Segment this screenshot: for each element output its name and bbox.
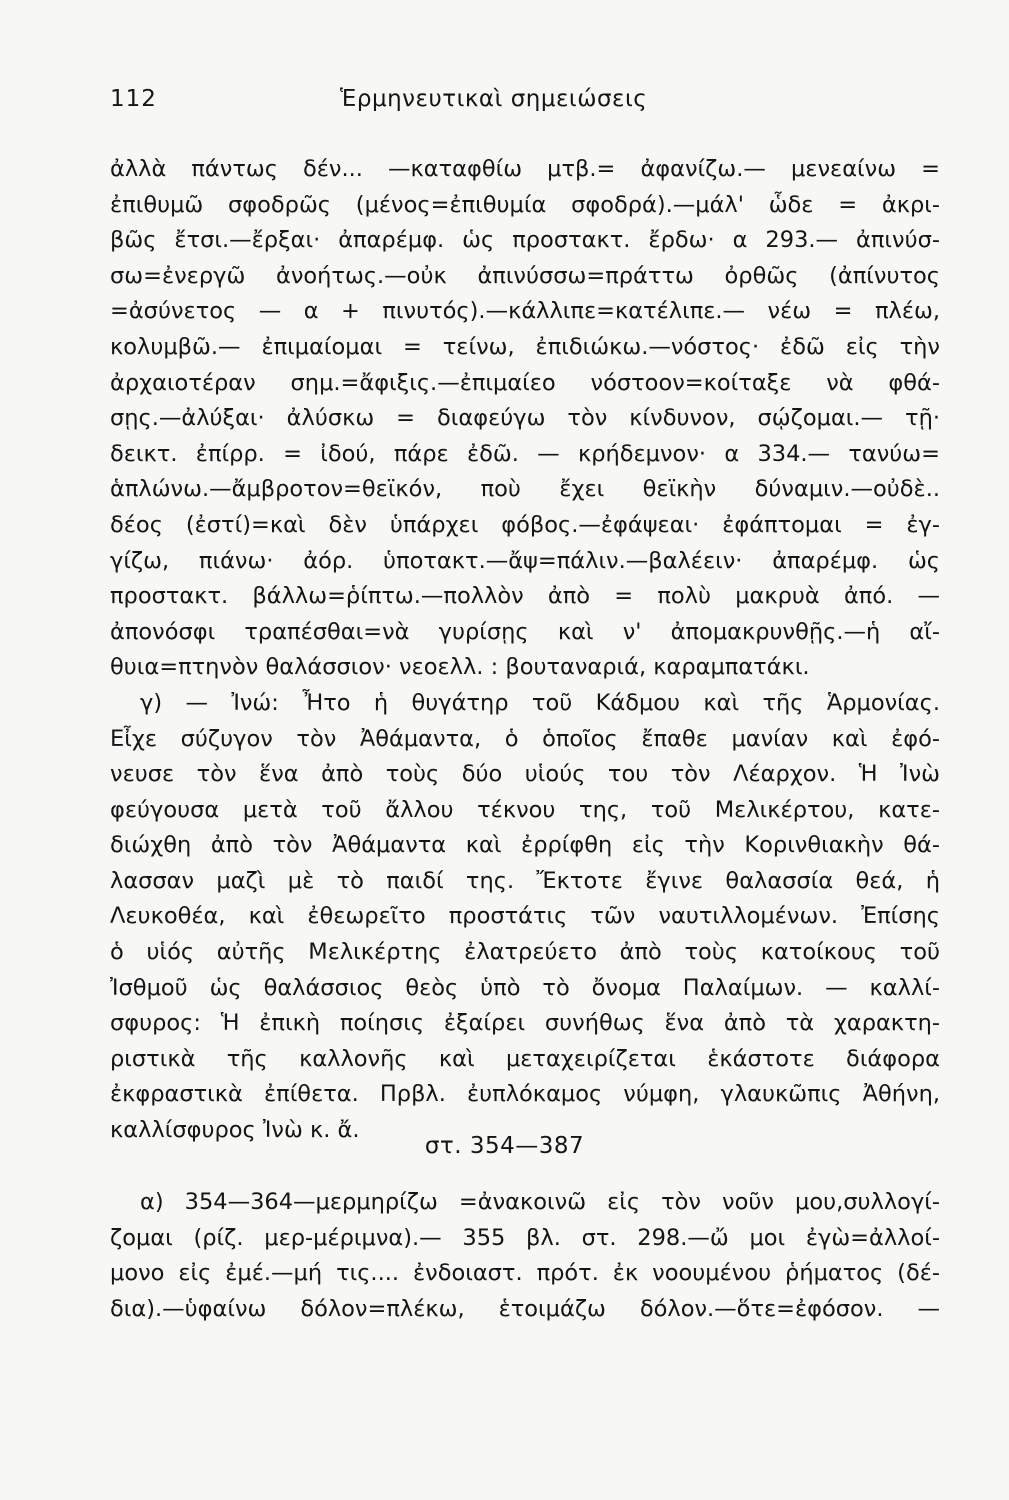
text-line: ἐπιθυμῶ σφοδρῶς (μένος=ἐπιθυμία σφοδρά).—μάλ' ὧδε = ἀκρι- <box>110 191 940 218</box>
text-line: σφυρος: Ἡ ἐπικὴ ποίησις ἐξαίρει συνήθως ἕνα ἀπὸ τὰ χαρακτη- <box>110 1010 940 1037</box>
text-line: βῶς ἔτσι.—ἔρξαι· ἀπαρέμφ. ὡς προστακτ. ἔρδω· α 293.— ἀπινύσ- <box>110 227 940 254</box>
section-heading: στ. 354—387 <box>424 1133 585 1159</box>
section-notes <box>110 1185 940 1327</box>
text-line: ἀπονόσφι τραπέσθαι=νὰ γυρίσῃς καὶ ν' ἀπομακρυνθῇς.—ἡ αἴ- <box>110 618 940 645</box>
text-line: προστακτ. βάλλω=ῥίπτω.—πολλὸν ἀπὸ = πολὺ μακρυὰ ἀπό. — <box>110 583 940 610</box>
text-line: ἁπλώνω.—ἄμβροτον=θεϊκόν, ποὺ ἔχει θεϊκὴν δύναμιν.—οὐδὲ.. <box>110 476 940 503</box>
page-number: 112 <box>110 86 157 112</box>
text-line: =ἀσύνετος — α + πινυτός).—κάλλιπε=κατέλιπε.— νέω = πλέω, <box>110 298 940 325</box>
text-line: θυια=πτηνὸν θαλάσσιον· νεοελλ. : βουταναριά, καραμπατάκι. <box>110 654 810 681</box>
text-line: σω=ἐνεργῶ ἀνοήτως.—οὐκ ἀπινύσσω=πράττω ὀρθῶς (ἀπίνυτος <box>110 262 940 289</box>
text-line: σῃς.—ἀλύξαι· ἀλύσκω = διαφεύγω τὸν κίνδυνον, σῴζομαι.— τῇ· <box>110 405 940 432</box>
text-line: φεύγουσα μετὰ τοῦ ἄλλου τέκνου της, τοῦ Μελικέρτου, κατε- <box>110 796 940 823</box>
text-line: Ἰσθμοῦ ὡς θαλάσσιος θεὸς ὑπὸ τὸ ὄνομα Παλαίμων. — καλλί- <box>110 974 940 1001</box>
text-line: Εἶχε σύζυγον τὸν Ἀθάμαντα, ὁ ὁποῖος ἔπαθε μανίαν καὶ ἐφό- <box>110 725 940 752</box>
running-title: Ἑρμηνευτικαὶ σημειώσεις <box>340 86 648 112</box>
text-line: νευσε τὸν ἕνα ἀπὸ τοὺς δύο υἱούς του τὸν Λέαρχον. Ἡ Ἰνὼ <box>110 761 940 788</box>
text-line: α) 354—364—μερμηρίζω =ἀνακοινῶ εἰς τὸν νοῦν μου,συλλογί- <box>140 1189 940 1215</box>
text-line: διώχθη ἀπὸ τὸν Ἀθάμαντα καὶ ἐρρίφθη εἰς τὴν Κορινθιακὴν θά- <box>110 832 940 859</box>
text-line: δέος (ἐστί)=καὶ δὲν ὑπάρχει φόβος.—ἐφάψεαι· ἐφάπτομαι = ἐγ- <box>110 511 940 538</box>
text-line: ὁ υἱός αὐτῆς Μελικέρτης ἐλατρεύετο ἀπὸ τοὺς κατοίκους τοῦ <box>110 939 940 966</box>
text-line: δια).—ὑφαίνω δόλον=πλέκω, ἑτοιμάζω δόλον.—ὅτε=ἐφόσον. — <box>110 1295 940 1322</box>
text-line: μονο εἰς ἐμέ.—μή τις.... ἐνδοιαστ. πρότ. ἐκ νοουμένου ῥήματος (δέ- <box>110 1260 940 1287</box>
text-line: ἀλλὰ πάντως δέν... —καταφθίω μτβ.= ἀφανίζω.— μενεαίνω = <box>110 156 940 182</box>
text-line: λασσαν μαζὶ μὲ τὸ παιδί της. Ἔκτοτε ἔγινε θαλασσία θεά, ἡ <box>110 867 940 894</box>
text-line: καλλίσφυρος Ἰνὼ κ. ἄ. <box>110 1117 360 1144</box>
text-line: ἀρχαιοτέραν σημ.=ἄφιξις.—ἐπιμαίεο νόστοον=κοίταξε νὰ φθά- <box>110 369 940 396</box>
text-line: Λευκοθέα, καὶ ἐθεωρεῖτο προστάτις τῶν ναυτιλλομένων. Ἐπίσης <box>110 903 940 930</box>
text-line: ριστικὰ τῆς καλλονῆς καὶ μεταχειρίζεται ἑκάστοτε διάφορα <box>110 1045 940 1072</box>
text-line: ζομαι (ρίζ. μερ-μέριμνα).— 355 βλ. στ. 298.—ὤ μοι ἐγὼ=ἀλλοί- <box>110 1224 940 1251</box>
text-line: κολυμβῶ.— ἐπιμαίομαι = τείνω, ἐπιδιώκω.—νόστος· ἐδῶ εἰς τὴν <box>110 333 940 360</box>
text-line: δεικτ. ἐπίρρ. = ἰδού, πάρε ἐδῶ. — κρήδεμνον· α 334.— τανύω= <box>110 440 940 467</box>
commentary-notes <box>110 152 940 1149</box>
page-header <box>110 86 910 122</box>
text-line: γίζω, πιάνω· ἀόρ. ὑποτακτ.—ἄψ=πάλιν.—βαλέειν· ἀπαρέμφ. ὡς <box>110 547 940 574</box>
paragraph-start-ino: γ) — Ἰνώ: Ἦτο ἡ θυγάτηρ τοῦ Κάδμου καὶ τῆς Ἁρμονίας. <box>140 689 940 716</box>
text-line: ἐκφραστικὰ ἐπίθετα. Πρβλ. ἐυπλόκαμος νύμφη, γλαυκῶπις Ἀθήνη, <box>110 1081 940 1108</box>
